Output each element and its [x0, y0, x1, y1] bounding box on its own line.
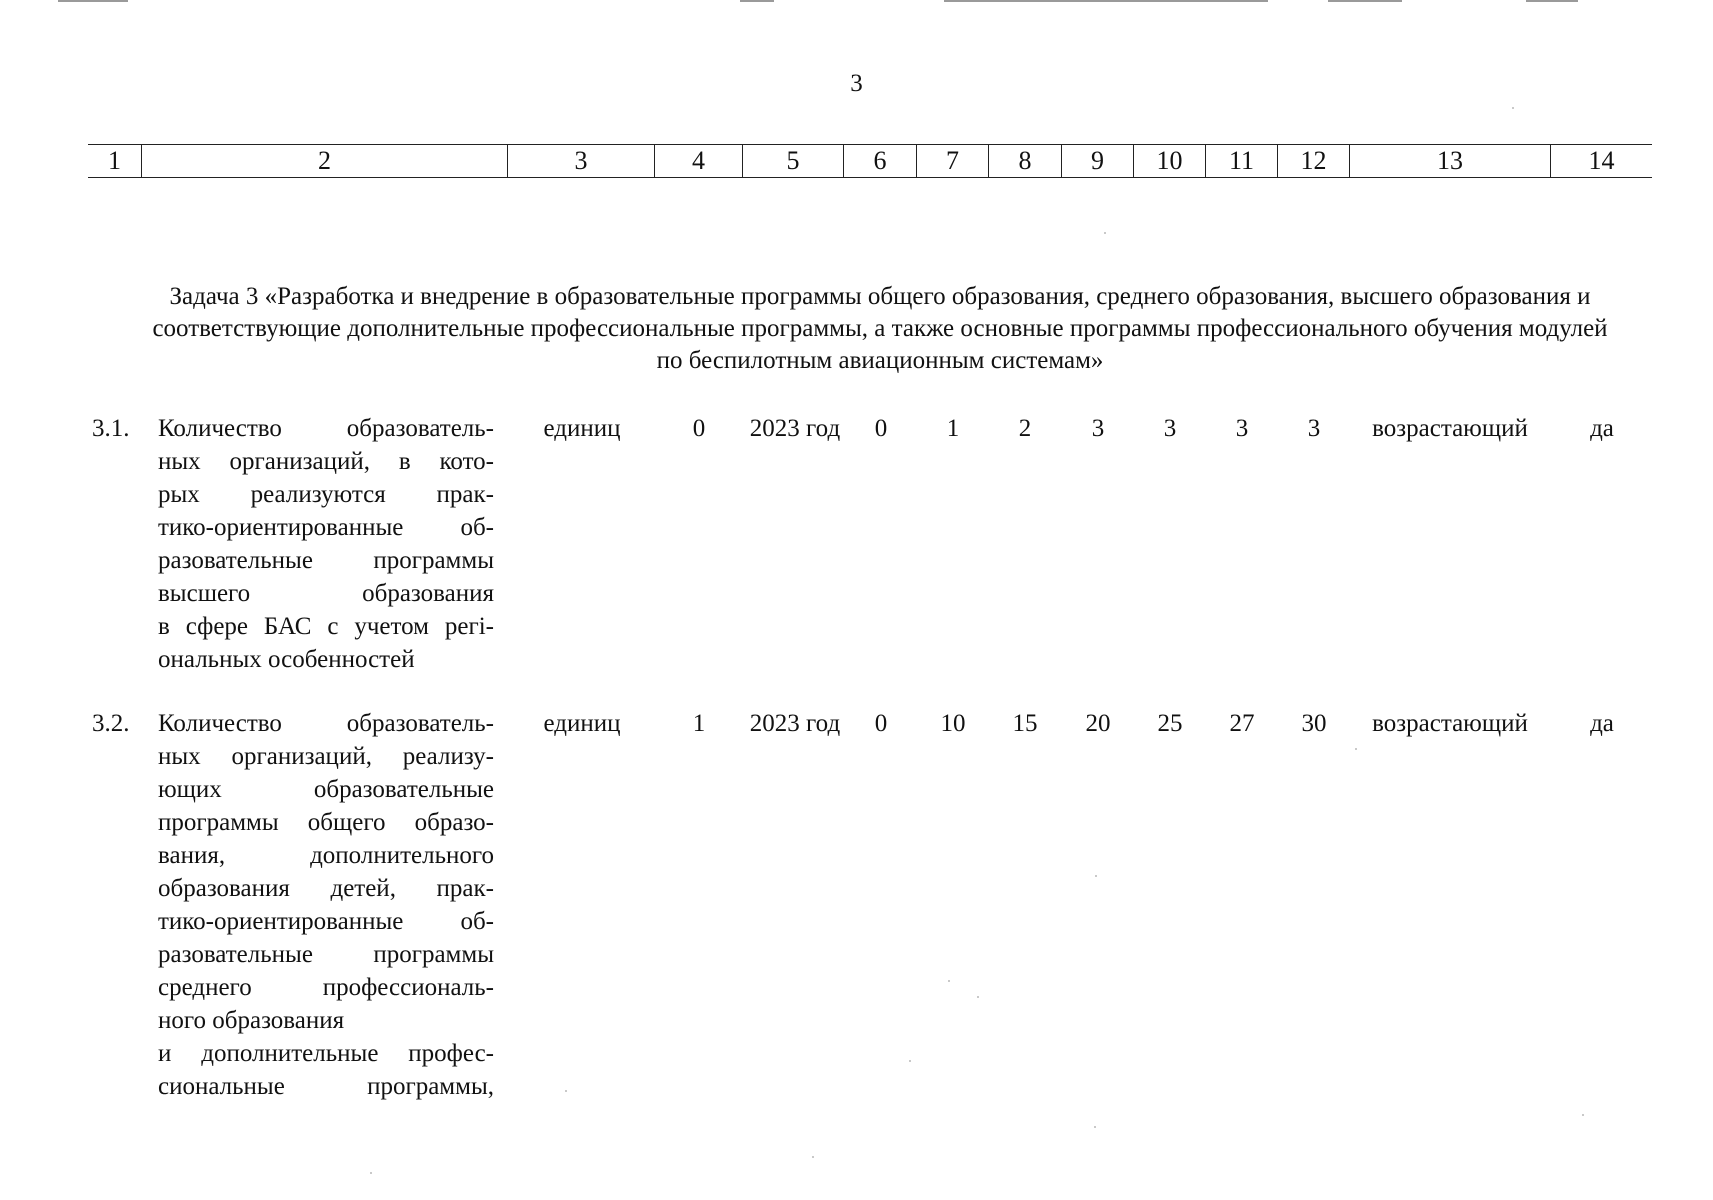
description-line: ных организаций, реализу- [158, 743, 494, 770]
column-header-14: 14 [1550, 145, 1652, 177]
description-line: сиональные программы, [158, 1073, 494, 1100]
scan-artifact [58, 0, 128, 2]
value-cell: 3 [1307, 415, 1321, 442]
scan-speck [977, 996, 979, 998]
scan-speck [1512, 107, 1514, 109]
value-cell: 15 [1012, 710, 1038, 737]
row-number: 3.2. [92, 710, 130, 737]
row-description [158, 412, 494, 676]
value-cell: 0 [874, 415, 888, 442]
flag-cell: да [1590, 415, 1614, 442]
description-line: вания, дополнительного [158, 842, 494, 869]
scan-speck [565, 1090, 567, 1092]
description-line: ных организаций, в кото- [158, 448, 494, 475]
column-header-row [88, 144, 1652, 178]
flag-cell: да [1590, 710, 1614, 737]
column-header-8: 8 [988, 145, 1061, 177]
description-line: разовательные программы [158, 941, 494, 968]
scan-speck [909, 1060, 911, 1062]
scan-artifact [944, 0, 1268, 2]
scan-speck [948, 980, 950, 982]
scan-speck [1094, 1126, 1096, 1128]
scan-artifact [1526, 0, 1578, 2]
column-header-13: 13 [1349, 145, 1550, 177]
unit-cell: единиц [543, 415, 621, 442]
description-line: в сфере БАС с учетом регi- [158, 613, 494, 640]
value-cell: 0 [874, 710, 888, 737]
base-value-cell: 0 [692, 415, 706, 442]
column-header-4: 4 [654, 145, 742, 177]
description-line: разовательные программы [158, 547, 494, 574]
row-description [158, 707, 494, 1103]
base-year-cell: 2023 год [749, 415, 841, 442]
page-number: 3 [850, 70, 863, 97]
unit-cell: единиц [543, 710, 621, 737]
description-line: тико-ориентированные об- [158, 908, 494, 935]
row-number: 3.1. [92, 415, 130, 442]
scan-speck [1582, 1114, 1584, 1116]
column-header-11: 11 [1205, 145, 1277, 177]
description-line: образования детей, прак- [158, 875, 494, 902]
column-header-7: 7 [916, 145, 988, 177]
column-header-5: 5 [742, 145, 843, 177]
description-line: среднего профессиональ- [158, 974, 494, 1001]
description-line: Количество образователь- [158, 415, 494, 442]
column-header-2: 2 [141, 145, 507, 177]
scan-speck [370, 1172, 372, 1174]
description-line: высшего образования [158, 580, 494, 607]
scan-speck [1095, 875, 1097, 877]
value-cell: 10 [940, 710, 966, 737]
scan-speck [1355, 748, 1357, 750]
description-line: программы общего образо- [158, 809, 494, 836]
value-cell: 1 [946, 415, 960, 442]
scan-artifact [1328, 0, 1402, 2]
scan-artifact [740, 0, 774, 2]
value-cell: 2 [1018, 415, 1032, 442]
description-line: и дополнительные профес- [158, 1040, 494, 1067]
description-line: ональных особенностей [158, 646, 415, 673]
description-line: Количество образователь- [158, 710, 494, 737]
value-cell: 27 [1229, 710, 1255, 737]
task-heading: Задача 3 «Разработка и внедрение в образовательные программы общего образования, среднего образования, высшего образования и соответствующие дополнительные профессиональные программы, а также основные программы профессионального обучения модулей по беспилотным авиационным системам» [152, 283, 1608, 374]
column-header-3: 3 [507, 145, 654, 177]
description-line: ющих образовательные [158, 776, 494, 803]
description-line: ного образования [158, 1007, 345, 1034]
column-header-12: 12 [1277, 145, 1349, 177]
value-cell: 20 [1085, 710, 1111, 737]
trend-cell: возрастающий [1372, 710, 1528, 737]
scan-speck [1104, 232, 1106, 234]
description-line: рых реализуются прак- [158, 481, 494, 508]
trend-cell: возрастающий [1372, 415, 1528, 442]
scan-speck [812, 1156, 814, 1158]
base-year-cell: 2023 год [749, 710, 841, 737]
value-cell: 3 [1235, 415, 1249, 442]
value-cell: 30 [1301, 710, 1327, 737]
column-header-6: 6 [843, 145, 916, 177]
column-header-1: 1 [108, 146, 121, 175]
column-header-10: 10 [1133, 145, 1205, 177]
description-line: тико-ориентированные об- [158, 514, 494, 541]
column-header-9: 9 [1061, 145, 1133, 177]
value-cell: 25 [1157, 710, 1183, 737]
value-cell: 3 [1091, 415, 1105, 442]
value-cell: 3 [1163, 415, 1177, 442]
base-value-cell: 1 [692, 710, 706, 737]
